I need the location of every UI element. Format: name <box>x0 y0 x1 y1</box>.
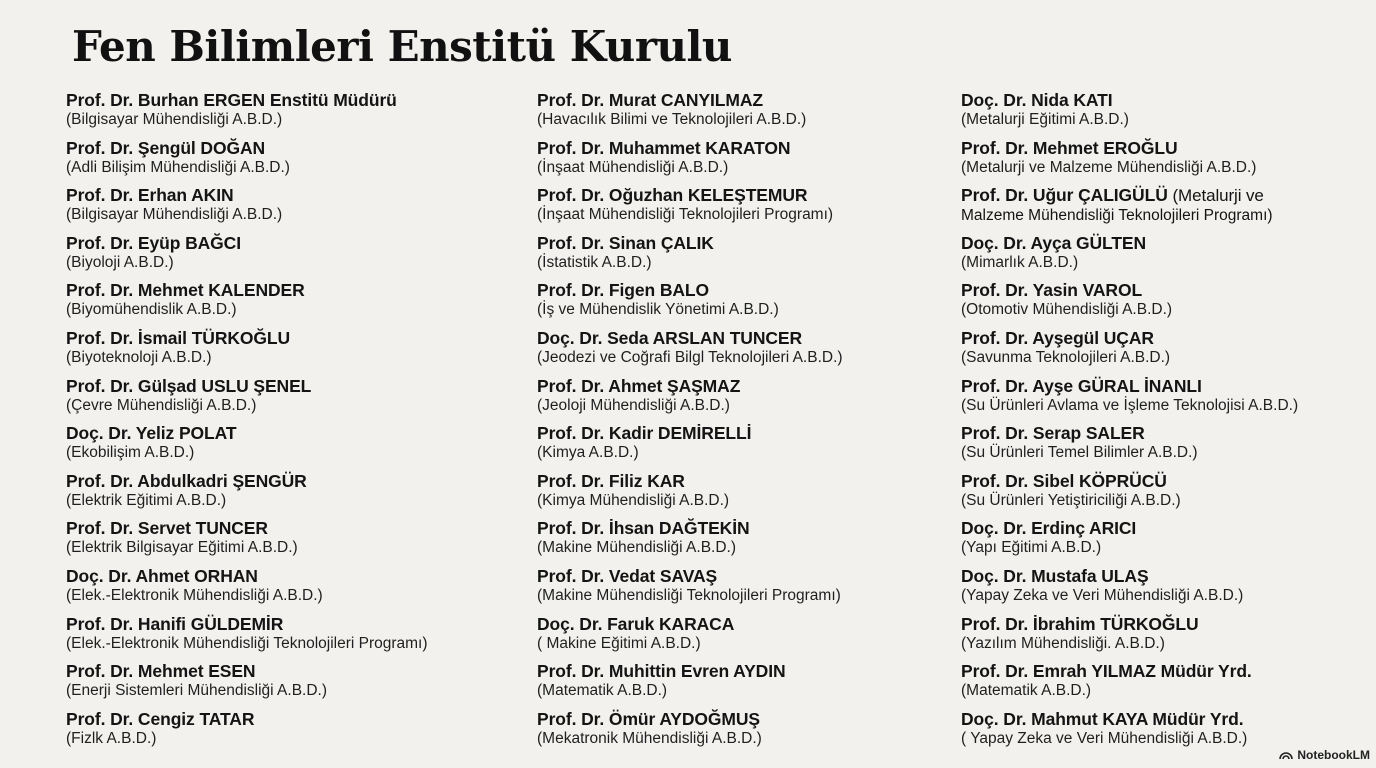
member-department: (Su Ürünleri Temel Bilimler A.B.D.) <box>961 444 1198 462</box>
member-entry <box>66 709 428 757</box>
member-name-line <box>961 185 1298 206</box>
member-department: (Kimya A.B.D.) <box>537 444 639 462</box>
member-name: Prof. Dr. Hanifi GÜLDEMİR <box>66 613 284 634</box>
member-name: Prof. Dr. Ömür AYDOĞMUŞ <box>537 708 760 729</box>
member-department: (Biyoloji A.B.D.) <box>66 253 174 271</box>
member-entry <box>961 566 1298 614</box>
member-entry <box>961 471 1298 519</box>
member-department: (Elektrik Bilgisayar Eğitimi A.B.D.) <box>66 539 298 557</box>
member-entry <box>537 709 843 757</box>
member-name: Prof. Dr. İsmail TÜRKOĞLU <box>66 327 291 348</box>
member-department: (Bilgisayar Mühendisliği A.B.D.) <box>66 206 283 224</box>
member-department: (Adli Bilişim Mühendisliği A.B.D.) <box>66 158 290 176</box>
member-column-2 <box>537 90 843 756</box>
member-entry <box>66 471 428 519</box>
watermark-text: NotebookLM <box>1297 748 1370 762</box>
member-department: (Yazılım Mühendisliği. A.B.D.) <box>961 634 1165 652</box>
member-department: (Biyoteknoloji A.B.D.) <box>66 348 212 366</box>
member-name: Prof. Dr. Uğur ÇALIGÜLÜ <box>961 185 1168 206</box>
member-department: (İş ve Mühendislik Yönetimi A.B.D.) <box>537 301 779 319</box>
member-entry <box>66 614 428 662</box>
notebooklm-logo-icon <box>1279 750 1293 760</box>
member-entry <box>66 280 428 328</box>
member-name: Prof. Dr. Gülşad USLU ŞENEL <box>66 375 312 396</box>
member-entry <box>961 138 1298 186</box>
member-name: Doç. Dr. Mahmut KAYA Müdür Yrd. <box>961 708 1244 729</box>
member-department-continued: Malzeme Mühendisliği Teknolojileri Programı) <box>961 207 1273 225</box>
member-entry <box>66 423 428 471</box>
notebooklm-watermark <box>1279 748 1370 762</box>
member-entry <box>537 376 843 424</box>
member-entry <box>961 709 1298 757</box>
member-department: (Yapı Eğitimi A.B.D.) <box>961 539 1102 557</box>
member-department: (Yapay Zeka ve Veri Mühendisliği A.B.D.) <box>961 586 1244 604</box>
member-department: (İnşaat Mühendisliği Teknolojileri Programı) <box>537 206 834 224</box>
member-entry <box>537 280 843 328</box>
member-entry <box>537 661 843 709</box>
member-entry <box>961 90 1298 138</box>
member-entry <box>66 185 428 233</box>
member-name: Prof. Dr. Mehmet KALENDER <box>66 280 305 301</box>
member-name: Prof. Dr. Ayşegül UÇAR <box>961 327 1154 348</box>
member-entry <box>537 328 843 376</box>
member-entry <box>66 328 428 376</box>
member-name: Doç. Dr. Mustafa ULAŞ <box>961 565 1149 586</box>
member-department: (Çevre Mühendisliği A.B.D.) <box>66 396 257 414</box>
member-entry <box>961 614 1298 662</box>
member-name: Prof. Dr. Murat CANYILMAZ <box>537 90 763 110</box>
member-name: Prof. Dr. Muhammet KARATON <box>537 137 791 158</box>
member-department: (Matematik A.B.D.) <box>961 682 1092 700</box>
member-column-3 <box>961 90 1298 756</box>
member-department: ( Makine Eğitimi A.B.D.) <box>537 634 701 652</box>
page-title: Fen Bilimleri Enstitü Kurulu <box>72 22 732 71</box>
member-department: (Matematik A.B.D.) <box>537 682 668 700</box>
member-entry <box>66 661 428 709</box>
member-entry <box>961 233 1298 281</box>
member-entry <box>961 661 1298 709</box>
member-department: (Elektrik Eğitimi A.B.D.) <box>66 491 227 509</box>
member-entry <box>537 138 843 186</box>
member-name: Doç. Dr. Nida KATI <box>961 90 1113 110</box>
member-name: Prof. Dr. Yasin VAROL <box>961 280 1143 301</box>
member-department: (Su Ürünleri Avlama ve İşleme Teknolojisi A.B.D.) <box>961 396 1299 414</box>
member-entry <box>961 376 1298 424</box>
member-department: (Fizlk A.B.D.) <box>66 729 157 747</box>
member-department: (Jeoloji Mühendisliği A.B.D.) <box>537 396 730 414</box>
member-name: Prof. Dr. Oğuzhan KELEŞTEMUR <box>537 185 808 206</box>
member-name: Prof. Dr. Emrah YILMAZ Müdür Yrd. <box>961 661 1252 682</box>
member-department: (Savunma Teknolojileri A.B.D.) <box>961 348 1171 366</box>
member-name: Doç. Dr. Erdinç ARICI <box>961 518 1137 539</box>
member-department: (Bilgisayar Mühendisliği A.B.D.) <box>66 111 283 128</box>
member-department: (Otomotiv Mühendisliği A.B.D.) <box>961 301 1173 319</box>
member-department: (Metalurji ve Malzeme Mühendisliği A.B.D.) <box>961 158 1257 176</box>
member-name: Prof. Dr. Mehmet EROĞLU <box>961 137 1178 158</box>
member-entry <box>537 566 843 614</box>
member-name: Doç. Dr. Yeliz POLAT <box>66 423 237 444</box>
member-name: Prof. Dr. Eyüp BAĞCI <box>66 232 241 253</box>
member-entry <box>537 185 843 233</box>
member-department: (Jeodezi ve Coğrafi Bilgl Teknolojileri A.B.D.) <box>537 348 843 366</box>
member-name: Doç. Dr. Ahmet ORHAN <box>66 565 258 586</box>
member-column-1 <box>66 90 428 756</box>
member-name: Prof. Dr. Erhan AKIN <box>66 185 234 206</box>
member-entry <box>66 90 428 138</box>
member-department: (Mimarlık A.B.D.) <box>961 253 1079 271</box>
member-entry <box>537 90 843 138</box>
member-name: Prof. Dr. Şengül DOĞAN <box>66 137 266 158</box>
member-department: (Makine Mühendisliği A.B.D.) <box>537 539 736 557</box>
member-department: (Elek.-Elektronik Mühendisliği Teknolojileri Programı) <box>66 634 428 652</box>
member-entry <box>961 280 1298 328</box>
member-name: Prof. Dr. Ahmet ŞAŞMAZ <box>537 375 741 396</box>
member-entry <box>66 566 428 614</box>
member-name: Doç. Dr. Seda ARSLAN TUNCER <box>537 327 803 348</box>
member-department-start: (Metalurji ve <box>1172 186 1264 206</box>
member-name: Prof. Dr. Filiz KAR <box>537 470 685 491</box>
member-name: Prof. Dr. Cengiz TATAR <box>66 708 255 729</box>
member-name: Prof. Dr. Figen BALO <box>537 280 710 301</box>
member-entry <box>537 423 843 471</box>
member-entry <box>961 423 1298 471</box>
member-department: (Makine Mühendisliği Teknolojileri Programı) <box>537 586 841 604</box>
member-entry <box>961 185 1298 233</box>
member-name: Prof. Dr. İhsan DAĞTEKİN <box>537 518 750 539</box>
member-entry <box>66 376 428 424</box>
member-name: Prof. Dr. Muhittin Evren AYDIN <box>537 661 786 682</box>
member-name: Prof. Dr. Serap SALER <box>961 423 1145 444</box>
member-department: ( Yapay Zeka ve Veri Mühendisliği A.B.D.) <box>961 729 1248 747</box>
member-name: Prof. Dr. Vedat SAVAŞ <box>537 565 718 586</box>
member-entry <box>537 614 843 662</box>
member-entry <box>66 138 428 186</box>
member-department: (Enerji Sistemleri Mühendisliği A.B.D.) <box>66 682 328 700</box>
member-name: Prof. Dr. Sibel KÖPRÜCÜ <box>961 470 1167 491</box>
member-entry <box>961 328 1298 376</box>
member-department: (Kimya Mühendisliği A.B.D.) <box>537 491 730 509</box>
member-name: Prof. Dr. Burhan ERGEN Enstitü Müdürü <box>66 90 397 110</box>
member-entry <box>537 233 843 281</box>
member-department: (Metalurji Eğitimi A.B.D.) <box>961 111 1129 128</box>
member-department: (Mekatronik Mühendisliği A.B.D.) <box>537 729 762 747</box>
member-department: (Havacılık Bilimi ve Teknolojileri A.B.D.) <box>537 111 807 128</box>
member-name: Prof. Dr. Kadir DEMİRELLİ <box>537 423 752 444</box>
member-department: (Elek.-Elektronik Mühendisliği A.B.D.) <box>66 586 323 604</box>
member-entry <box>66 233 428 281</box>
member-name: Prof. Dr. Ayşe GÜRAL İNANLI <box>961 375 1202 396</box>
member-name: Prof. Dr. İbrahim TÜRKOĞLU <box>961 613 1199 634</box>
member-department: (Ekobilişim A.B.D.) <box>66 444 195 462</box>
member-name: Doç. Dr. Faruk KARACA <box>537 613 735 634</box>
member-name: Prof. Dr. Abdulkadri ŞENGÜR <box>66 470 307 491</box>
member-entry <box>537 518 843 566</box>
member-department: (İnşaat Mühendisliği A.B.D.) <box>537 158 729 176</box>
member-entry <box>537 471 843 519</box>
member-department: (Su Ürünleri Yetiştiriciliği A.B.D.) <box>961 491 1181 509</box>
member-name: Prof. Dr. Servet TUNCER <box>66 518 268 539</box>
member-name: Prof. Dr. Sinan ÇALIK <box>537 232 714 253</box>
member-entry <box>961 518 1298 566</box>
member-name: Doç. Dr. Ayça GÜLTEN <box>961 232 1147 253</box>
member-name: Prof. Dr. Mehmet ESEN <box>66 661 256 682</box>
member-department: (Biyomühendislik A.B.D.) <box>66 301 237 319</box>
member-entry <box>66 518 428 566</box>
member-department: (İstatistik A.B.D.) <box>537 253 652 271</box>
